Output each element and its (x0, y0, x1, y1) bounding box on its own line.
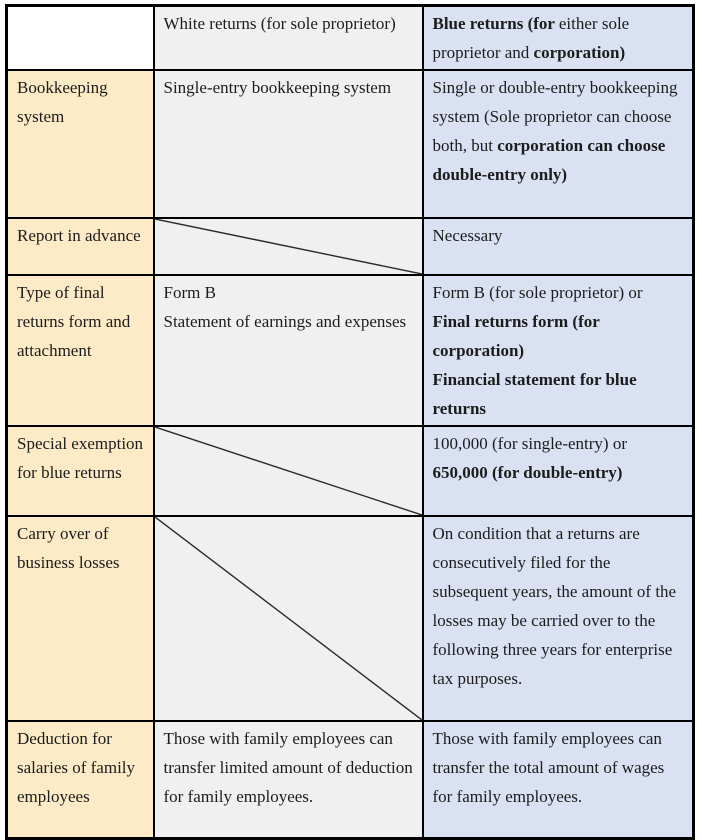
white-returns-header-text: White returns (for sole proprietor) (163, 14, 396, 33)
returns-comparison-table (5, 4, 695, 840)
blue-returns-header-cell (423, 6, 694, 71)
row-label: Report in advance (17, 226, 141, 245)
row-label-cell (7, 275, 154, 426)
row-label: Bookkeeping system (17, 78, 108, 126)
row-label-cell (7, 721, 154, 838)
table-body (7, 70, 694, 838)
row-label-cell (7, 70, 154, 218)
white-returns-cell (154, 516, 423, 721)
table-header (7, 6, 694, 71)
white-returns-text: Single-entry bookkeeping system (163, 78, 392, 97)
header-row (7, 6, 694, 71)
table-row (7, 721, 694, 838)
row-label: Type of final returns form and attachment (17, 283, 131, 360)
table-row (7, 218, 694, 275)
white-returns-text: Form B Statement of earnings and expenses (163, 283, 407, 331)
row-label-cell (7, 516, 154, 721)
row-label: Deduction for salaries of family employees (17, 729, 136, 806)
blue-returns-text: Single or double-entry bookkeeping system (Sole proprietor can choose both, but corporation can choose double-entry only) (432, 78, 678, 184)
white-returns-header-cell (154, 6, 423, 71)
blue-returns-cell (423, 70, 694, 218)
blue-returns-text: Those with family employees can transfer the total amount of wages for family employees. (432, 729, 665, 806)
white-returns-cell (154, 275, 423, 426)
diagonal-line (155, 517, 422, 720)
blue-returns-text: 100,000 (for single-entry) or 650,000 (for double-entry) (432, 434, 628, 482)
corner-cell (7, 6, 154, 71)
blue-returns-header-text: Blue returns (for either sole proprietor and corporation) (432, 14, 630, 62)
white-returns-text: Those with family employees can transfer limited amount of deduction for family employees. (163, 729, 413, 806)
blue-returns-text: Necessary (432, 226, 503, 245)
blue-returns-cell (423, 218, 694, 275)
blue-returns-cell (423, 721, 694, 838)
table-row (7, 275, 694, 426)
diagonal-line (155, 427, 422, 515)
row-label-cell (7, 426, 154, 516)
table-row (7, 516, 694, 721)
row-label: Carry over of business losses (17, 524, 120, 572)
blue-returns-text: Form B (for sole proprietor) or Final returns form (for corporation) Financial statement for blue returns (432, 283, 643, 418)
blue-returns-cell (423, 516, 694, 721)
white-returns-cell (154, 721, 423, 838)
row-label: Special exemption for blue returns (17, 434, 144, 482)
diagonal-line (155, 219, 422, 274)
row-label-cell (7, 218, 154, 275)
white-returns-cell (154, 218, 423, 275)
blue-returns-cell (423, 275, 694, 426)
table-row (7, 70, 694, 218)
white-returns-cell (154, 70, 423, 218)
white-returns-cell (154, 426, 423, 516)
blue-returns-cell (423, 426, 694, 516)
blue-returns-text: On condition that a returns are consecutively filed for the subsequent years, the amount of the losses may be carried over to the following three years for enterprise tax purposes. (432, 524, 677, 688)
table-row (7, 426, 694, 516)
